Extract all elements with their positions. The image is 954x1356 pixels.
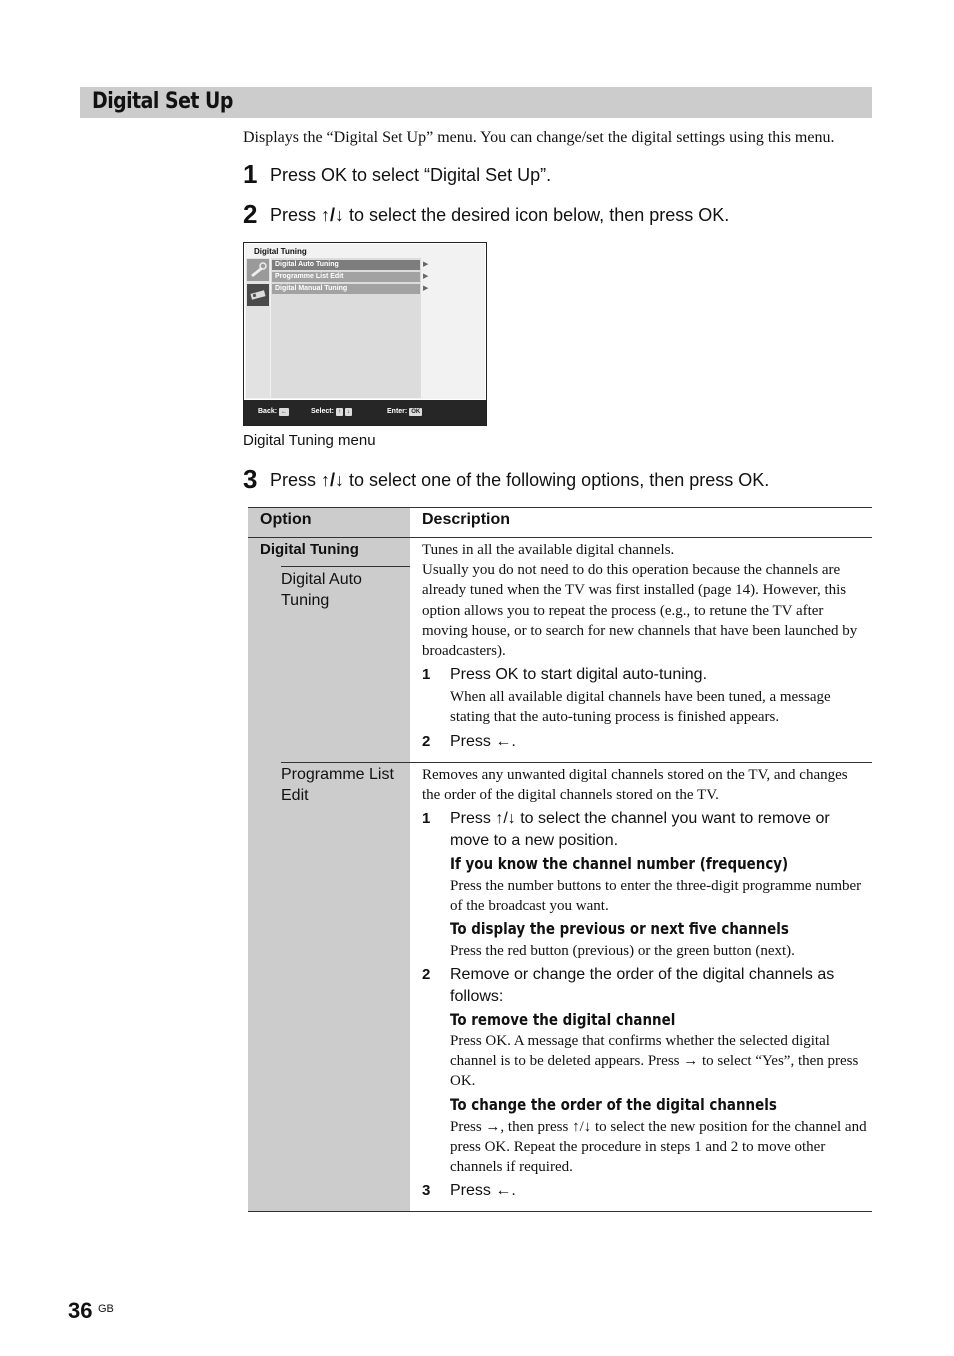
intro-paragraph: Displays the “Digital Set Up” menu. You can change/set the digital settings using this menu. (243, 129, 835, 146)
row2-step-1-text: Press ↑/↓ to select the channel you want to remove or move to a new position. (450, 810, 830, 849)
menu-item-arrow-icon: ▶ (423, 285, 429, 292)
row1-step-2-text: Press ←. (450, 733, 516, 750)
up-down-arrow-icon: ↑/↓ (321, 205, 345, 225)
table-bottom-rule (248, 1211, 872, 1212)
row1-step-1-text: Press OK to start digital auto-tuning. (450, 666, 708, 683)
option-column-shade (248, 508, 410, 1211)
menu-item-arrow-icon: ▶ (423, 273, 429, 280)
subhead-remove-channel: To remove the digital channel (450, 1010, 676, 1029)
header-option: Option (260, 511, 312, 528)
digital-setup-icon (247, 284, 269, 306)
header-description: Description (422, 511, 511, 528)
option-programme-list-edit: Programme List Edit (281, 766, 394, 804)
up-down-arrow-icon: ↑/↓ (321, 470, 345, 490)
step-2-press: Press (270, 205, 322, 225)
menu-item-arrow-icon: ▶ (423, 261, 429, 268)
menu-title: Digital Tuning (254, 247, 307, 256)
footer-back: Back: ← (258, 408, 288, 415)
menu-item-digital-auto-tuning: Digital Auto Tuning (272, 260, 420, 270)
menu-item-programme-list-edit: Programme List Edit (272, 272, 420, 282)
row2-step-1-number: 1 (422, 810, 431, 827)
step-3-press: Press (270, 470, 322, 490)
step-3-text (270, 469, 769, 491)
text-know-channel-number: Press the number buttons to enter the three-digit programme number of the broadcast you want. (450, 878, 862, 915)
page-number: 36 (68, 1298, 93, 1323)
text-previous-next-channels: Press the red button (previous) or the green button (next). (450, 943, 795, 959)
figure-caption: Digital Tuning menu (243, 432, 376, 449)
page-region: GB (98, 1303, 114, 1315)
back-key-icon: ← (281, 409, 288, 415)
desc-programme-list-edit: Removes any unwanted digital channels stored on the TV, and changes the order of the digital channels stored on the TV. (422, 767, 848, 804)
step-1-number: 1 (243, 159, 258, 189)
step-3-rest: to select one of the following options, then press OK. (344, 470, 770, 490)
row1-step-1-number: 1 (422, 666, 431, 683)
step-1-text: Press OK to select “Digital Set Up”. (270, 165, 552, 185)
down-key-icon: ↓ (346, 409, 350, 415)
table-top-rule (248, 507, 872, 508)
row-divider (281, 762, 872, 763)
step-3-number: 3 (243, 464, 258, 494)
digital-tuning-menu-screenshot (243, 242, 487, 426)
row2-step-2-number: 2 (422, 966, 431, 983)
wrench-icon (247, 259, 269, 281)
option-digital-auto-tuning: Digital Auto Tuning (281, 571, 362, 609)
menu-item-digital-manual-tuning: Digital Manual Tuning (272, 284, 420, 294)
row2-step-2-text: Remove or change the order of the digital channels as follows: (450, 966, 835, 1005)
subhead-know-channel-number: If you know the channel number (frequency) (450, 854, 789, 873)
section-title: Digital Set Up (92, 89, 233, 114)
table-header-rule (248, 537, 872, 538)
row1-step-1-note: When all available digital channels have been tuned, a message stating that the auto-tuning process is finished appears. (450, 689, 831, 726)
row2-step-3-number: 3 (422, 1182, 431, 1199)
row1-step-2-number: 2 (422, 733, 431, 750)
option-group-digital-tuning: Digital Tuning (260, 541, 359, 558)
step-2-number: 2 (243, 199, 258, 229)
step-2-rest: to select the desired icon below, then press OK. (344, 205, 730, 225)
menu-footer (244, 400, 486, 425)
text-change-order: Press →, then press ↑/↓ to select the new position for the channel and press OK. Repeat the procedure in steps 1 and 2 to move other channels if required. (450, 1119, 867, 1176)
footer-select: Select: ↑ ↓ (311, 408, 350, 415)
ok-key: OK (411, 409, 421, 415)
footer-enter: Enter: OK (387, 408, 421, 415)
subhead-previous-next-channels: To display the previous or next five channels (450, 919, 789, 938)
sub-option-rule (281, 566, 410, 567)
desc-digital-auto-tuning: Tunes in all the available digital channels. Usually you do not need to do this operation because the channels are already tuned when the TV was first installed (page 14). However, this option allows you to repeat the process (e.g., to retune the TV after moving house, or to search for new channels that have been launched by broadcasters). (422, 542, 858, 660)
step-2-text (270, 204, 729, 226)
subhead-change-order: To change the order of the digital channels (450, 1095, 777, 1114)
text-remove-channel: Press OK. A message that confirms whether the selected digital channel is to be deleted appears. Press → to select “Yes”, then press OK. (450, 1033, 859, 1090)
row2-step-3-text: Press ←. (450, 1182, 516, 1199)
up-key-icon: ↑ (337, 409, 341, 415)
